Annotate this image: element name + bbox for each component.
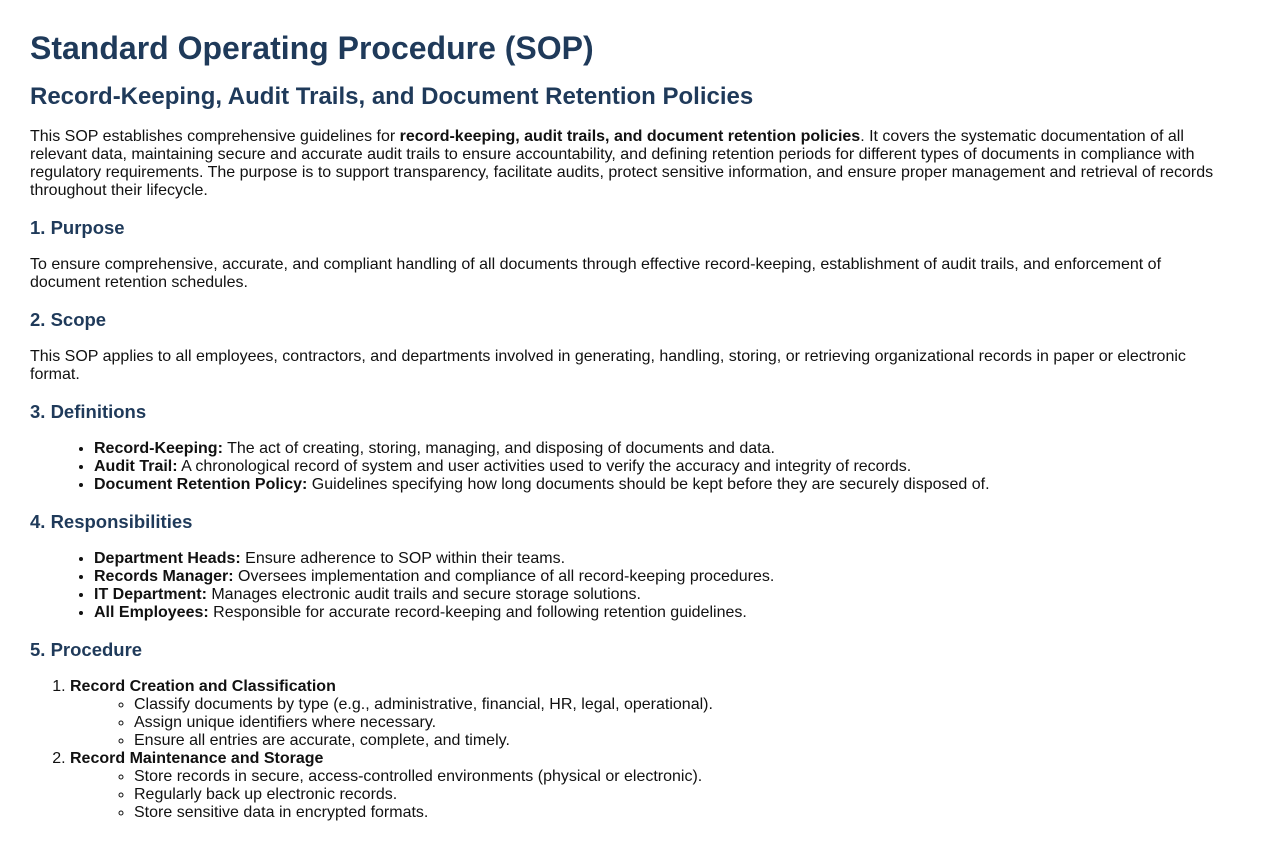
responsibilities-heading: 4. Responsibilities: [30, 511, 193, 532]
definition-item: [94, 458, 1233, 476]
definition-text: The act of creating, storing, managing, and disposing of documents and data.: [222, 440, 775, 457]
page-subtitle: Record-Keeping, Audit Trails, and Document Retention Policies: [30, 83, 754, 110]
definition-item: [94, 476, 1233, 494]
intro-text-end: . It covers the systematic documentation of all relevant data, maintaining secure and accurate audit trails to ensure accountability, and defining retention periods for different types of documents in compliance with regulatory requirements. The purpose is to support transparency, facilitate audits, protect sensitive information, and ensure proper management and retrieval of records throughout their lifecycle.: [30, 128, 1214, 199]
responsibility-item: [94, 604, 1233, 622]
procedure-substep: ◦ Regularly back up electronic records.: [134, 786, 1233, 804]
responsibility-role: Department Heads:: [94, 550, 241, 567]
procedure-step: [70, 750, 1233, 822]
responsibility-item: [94, 586, 1233, 604]
intro-paragraph: [30, 128, 1233, 200]
responsibility-item: [94, 568, 1233, 586]
procedure-step-title: Record Creation and Classification: [70, 678, 336, 695]
purpose-heading: 1. Purpose: [30, 217, 125, 238]
procedure-step-title: Record Maintenance and Storage: [70, 750, 324, 767]
responsibility-text: Responsible for accurate record-keeping and following retention guidelines.: [208, 604, 747, 621]
scope-text: This SOP applies to all employees, contractors, and departments involved in generating, handling, storing, or retrieving organizational records in paper or electronic format.: [30, 348, 1186, 383]
procedure-steps: [30, 678, 1233, 822]
purpose-text: To ensure comprehensive, accurate, and compliant handling of all documents through effective record-keeping, establishment of audit trails, and enforcement of document retention schedules.: [30, 256, 1162, 291]
procedure-substeps: [70, 768, 1233, 822]
definition-item: [94, 440, 1233, 458]
procedure-heading: 5. Procedure: [30, 639, 143, 660]
definition-term: Audit Trail:: [94, 458, 178, 475]
responsibility-text: Manages electronic audit trails and secure storage solutions.: [206, 586, 641, 603]
responsibility-role: All Employees:: [94, 604, 209, 621]
procedure-substep: ◦ Assign unique identifiers where necessary.: [134, 714, 1233, 732]
procedure-substeps: [70, 696, 1233, 750]
responsibility-text: Ensure adherence to SOP within their teams.: [240, 550, 566, 567]
procedure-substep: ◦ Ensure all entries are accurate, complete, and timely.: [134, 732, 1233, 750]
page-title: Standard Operating Procedure (SOP): [30, 30, 594, 66]
responsibility-text: Oversees implementation and compliance of all record-keeping procedures.: [233, 568, 775, 585]
definition-text: Guidelines specifying how long documents should be kept before they are securely disposed of.: [307, 476, 990, 493]
responsibilities-list: [30, 550, 1233, 622]
intro-text-start: This SOP establishes comprehensive guidelines for: [30, 128, 400, 145]
procedure-substep: ◦ Classify documents by type (e.g., administrative, financial, HR, legal, operational).: [134, 696, 1233, 714]
definition-text: A chronological record of system and user activities used to verify the accuracy and integrity of records.: [177, 458, 912, 475]
definitions-list: [30, 440, 1233, 494]
procedure-substep: ◦ Store sensitive data in encrypted formats.: [134, 804, 1233, 822]
procedure-substep: ◦ Store records in secure, access-controlled environments (physical or electronic).: [134, 768, 1233, 786]
scope-heading: 2. Scope: [30, 309, 107, 330]
responsibility-role: IT Department:: [94, 586, 207, 603]
definition-term: Document Retention Policy:: [94, 476, 308, 493]
responsibility-role: Records Manager:: [94, 568, 234, 585]
responsibility-item: [94, 550, 1233, 568]
intro-emphasis: record-keeping, audit trails, and document retention policies: [399, 128, 861, 145]
definitions-heading: 3. Definitions: [30, 401, 147, 422]
procedure-step: [70, 678, 1233, 750]
definition-term: Record-Keeping:: [94, 440, 223, 457]
